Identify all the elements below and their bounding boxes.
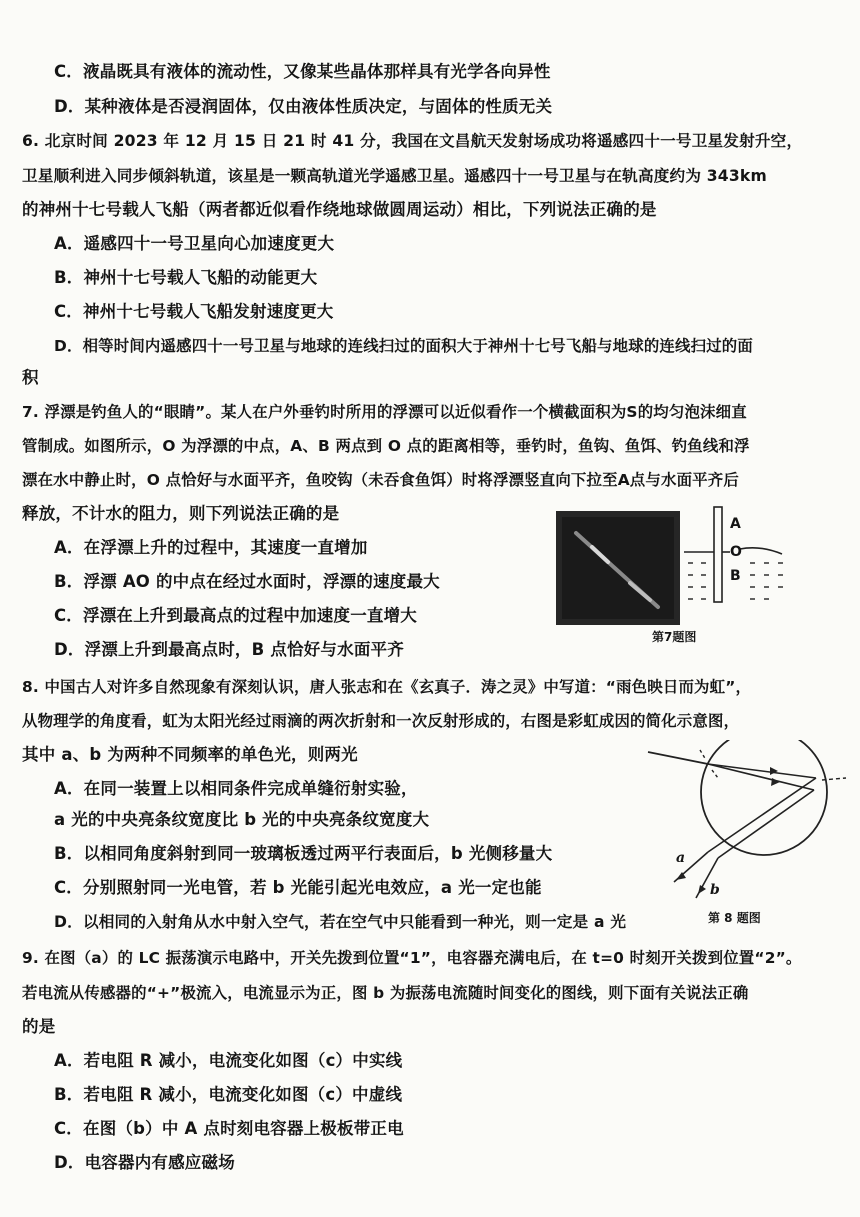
q8-option-b: B．以相同角度斜射到同一玻璃板透过两平行表面后，b 光侧移量大 xyxy=(54,844,553,863)
q8-option-d: D．以相同的入射角从水中射入空气，若在空气中只能看到一种光，则一定是 a 光 xyxy=(54,913,627,931)
q6-option-d-line-2: 积 xyxy=(22,368,39,387)
q7-float-schematic xyxy=(684,505,790,607)
q7-point-o-label: O xyxy=(730,544,742,560)
q9-option-b: B．若电阻 R 减小，电流变化如图（c）中虚线 xyxy=(54,1085,403,1104)
q7-point-a-label: A xyxy=(730,516,741,532)
q8-ray-a-label: a xyxy=(676,850,686,866)
q5-option-c: C．液晶既具有液体的流动性，又像某些晶体那样具有光学各向异性 xyxy=(54,62,551,81)
q9-option-a: A．若电阻 R 减小，电流变化如图（c）中实线 xyxy=(54,1051,403,1070)
q6-stem-line-3: 的神州十七号载人飞船（两者都近似看作绕地球做圆周运动）相比，下列说法正确的是 xyxy=(22,200,657,219)
q7-stem-line-2: 管制成。如图所示，O 为浮漂的中点，A、B 两点到 O 点的距离相等，垂钓时，鱼钩、鱼饵、钓鱼线和浮 xyxy=(22,437,750,455)
q7-option-b: B．浮漂 AO 的中点在经过水面时，浮漂的速度最大 xyxy=(54,572,440,591)
q8-stem-line-2: 从物理学的角度看，虹为太阳光经过雨滴的两次折射和一次反射形成的，右图是彩虹成因的简化示意图， xyxy=(22,712,740,730)
q6-option-d-line-1: D．相等时间内遥感四十一号卫星与地球的连线扫过的面积大于神州十七号飞船与地球的连线扫过的面 xyxy=(54,337,753,355)
q9-stem-line-1: 9. 在图（a）的 LC 振荡演示电路中，开关先拨到位置“1”，电容器充满电后，在 t=0 时刻开关拨到位置“2”。 xyxy=(22,949,802,967)
q8-stem-line-1: 8. 中国古人对许多自然现象有深刻认识，唐人张志和在《玄真子．涛之灵》中写道：“雨色映日而为虹”， xyxy=(22,678,752,696)
q8-rainbow-diagram xyxy=(646,740,852,916)
q6-stem-line-2: 卫星顺利进入同步倾斜轨道，该星是一颗高轨道光学遥感卫星。遥感四十一号卫星与在轨高度约为 343km xyxy=(22,167,767,185)
q8-figure-caption: 第 8 题图 xyxy=(708,911,761,925)
q7-float-photo-drawing xyxy=(556,511,680,625)
q7-option-c: C．浮漂在上升到最高点的过程中加速度一直增大 xyxy=(54,606,418,625)
q8-option-c: C．分别照射同一光电管，若 b 光能引起光电效应，a 光一定也能 xyxy=(54,878,542,897)
q7-option-d: D．浮漂上升到最高点时，B 点恰好与水面平齐 xyxy=(54,640,404,659)
q8-stem-line-3: 其中 a、b 为两种不同频率的单色光，则两光 xyxy=(22,745,358,764)
q7-float-photo xyxy=(556,511,680,625)
q9-stem-line-3: 的是 xyxy=(22,1017,56,1036)
q6-stem-line-1: 6. 北京时间 2023 年 12 月 15 日 21 时 41 分，我国在文昌航天发射场成功将遥感四十一号卫星发射升空， xyxy=(22,132,803,150)
q8-ray-b-label: b xyxy=(710,882,720,898)
q8-option-a-line-2: a 光的中央亮条纹宽度比 b 光的中央亮条纹宽度大 xyxy=(54,810,430,829)
q9-option-d: D．电容器内有感应磁场 xyxy=(54,1153,235,1172)
q7-stem-line-1: 7. 浮漂是钓鱼人的“眼睛”。某人在户外垂钓时所用的浮漂可以近似看作一个横截面积为S的均匀泡沫细直 xyxy=(22,403,747,421)
q7-figure-caption: 第7题图 xyxy=(652,630,697,644)
q6-option-c: C．神州十七号载人飞船发射速度更大 xyxy=(54,302,334,321)
q8-rainbow-diagram-drawing xyxy=(646,740,852,916)
q6-option-b: B．神州十七号载人飞船的动能更大 xyxy=(54,268,318,287)
q7-point-b-label: B xyxy=(730,568,741,584)
q9-stem-line-2: 若电流从传感器的“+”极流入，电流显示为正，图 b 为振荡电流随时间变化的图线，则下面有关说法正确 xyxy=(22,984,749,1002)
q7-stem-line-4: 释放，不计水的阻力，则下列说法正确的是 xyxy=(22,504,340,523)
q5-option-d: D．某种液体是否浸润固体，仅由液体性质决定，与固体的性质无关 xyxy=(54,97,553,116)
q6-option-a: A．遥感四十一号卫星向心加速度更大 xyxy=(54,234,335,253)
q7-option-a: A．在浮漂上升的过程中，其速度一直增加 xyxy=(54,538,368,557)
q8-option-a-line-1: A．在同一装置上以相同条件完成单缝衍射实验， xyxy=(54,779,418,798)
q9-option-c: C．在图（b）中 A 点时刻电容器上极板带正电 xyxy=(54,1119,404,1138)
q7-stem-line-3: 漂在水中静止时，O 点恰好与水面平齐，鱼咬钩（未吞食鱼饵）时将浮漂竖直向下拉至A点与水面平齐后 xyxy=(22,471,739,489)
